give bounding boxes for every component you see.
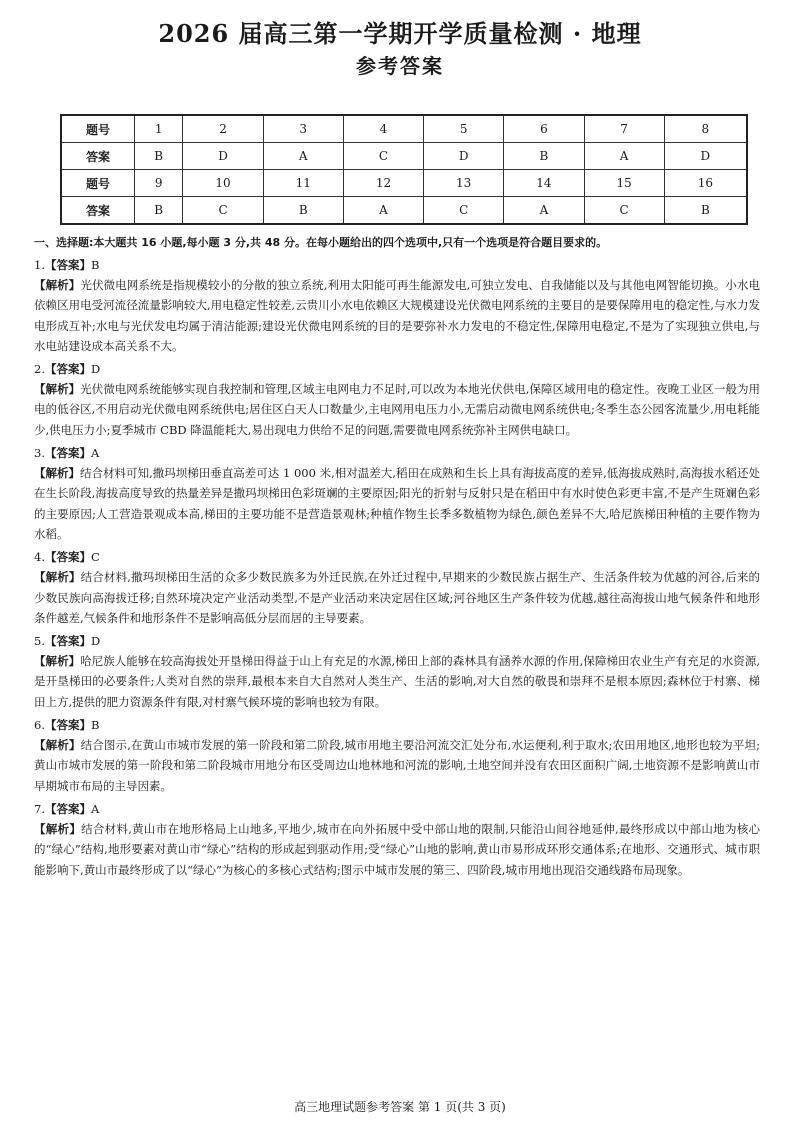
- question-number-cell: 13: [424, 170, 504, 197]
- question-number: 3.: [34, 446, 45, 461]
- explanation-tag: 【解析】: [34, 654, 81, 669]
- answer-value: A: [90, 801, 100, 816]
- answer-cell: C: [584, 197, 664, 225]
- explanation-tag: 【解析】: [34, 738, 81, 753]
- answer-line: [34, 443, 760, 463]
- explanation: [34, 735, 760, 796]
- question-number-cell: 3: [263, 115, 343, 143]
- answer-tag: 【答案】: [44, 550, 91, 565]
- answer-line: [34, 547, 760, 567]
- answer-cell: C: [183, 197, 263, 225]
- answer-tag: 【答案】: [44, 634, 91, 649]
- question-number-cell: 9: [135, 170, 183, 197]
- explanation-text: 结合材料,黄山市在地形格局上山地多,平地少,城市在向外拓展中受中部山地的限制,只能沿山间谷地延伸,最终形成以中部山地为核心的“绿心”结构,地形要素对黄山市“绿心”结构的形成起到驱动作用;受“绿心”山地的影响,黄山市易形成环形交通体系;在地形、交通形式、城市职能影响下,黄山市最终形成了以“绿心”为核心的多核心式结构;图示中城市发展的第三、四阶段,城市用地出现沿交通线路布局现象。: [34, 821, 760, 877]
- question-number-cell: 16: [664, 170, 747, 197]
- question-number-cell: 15: [584, 170, 664, 197]
- table-row-numbers: [61, 170, 747, 197]
- question-number: 4.: [34, 550, 45, 565]
- explanation-tag: 【解析】: [34, 382, 81, 397]
- question-number-cell: 11: [263, 170, 343, 197]
- explanation-tag: 【解析】: [34, 278, 81, 292]
- explanation: [34, 567, 760, 628]
- answer-cell: C: [343, 143, 423, 170]
- question-number: 7.: [34, 801, 45, 816]
- answer-line: [34, 631, 760, 651]
- answer-header: 答案: [61, 197, 135, 225]
- answer-cell: D: [183, 143, 263, 170]
- answer-table: [60, 114, 748, 225]
- answer-cell: B: [504, 143, 584, 170]
- explanation: [34, 463, 760, 544]
- question-number: 6.: [34, 718, 45, 733]
- answer-cell: B: [135, 143, 183, 170]
- explanation: [34, 275, 760, 356]
- explanation-text: 结合材料可知,撒玛坝梯田垂直高差可达 1 000 米,相对温差大,稻田在成熟和生长上具有海拔高度的差异,低海拔成熟时,高海拔水稻还处在生长阶段,海拔高度导致的热量差异是撒玛坝梯田色彩斑斓的主要原因;阳光的折射与反射只是在稻田中有水时使色彩更丰富,不是产生斑斓色彩的主要原因;人工营造景观成本高,梯田的主要功能不是营造景观林;种植作物生长季多数植物为绿色,颜色差异不大,哈尼族梯田种植的主要作物为水稻。: [34, 466, 760, 541]
- question-item: [34, 547, 760, 628]
- answer-line: [34, 255, 760, 275]
- explanation-tag: 【解析】: [34, 821, 82, 836]
- answer-cell: D: [424, 143, 504, 170]
- question-item: [34, 631, 760, 712]
- answer-cell: B: [263, 197, 343, 225]
- question-number-cell: 7: [584, 115, 664, 143]
- answer-cell: A: [584, 143, 664, 170]
- question-item: [34, 443, 760, 544]
- question-number-cell: 10: [183, 170, 263, 197]
- question-number-cell: 12: [343, 170, 423, 197]
- answer-cell: B: [664, 197, 747, 225]
- question-number-cell: 2: [183, 115, 263, 143]
- answer-cell: B: [135, 197, 183, 225]
- table-row-numbers: [61, 115, 747, 143]
- explanation-text: 光伏微电网系统是指规模较小的分散的独立系统,利用太阳能可再生能源发电,可独立发电、自我储能以及与其他电网智能切换。小水电依赖区用电受河流径流量影响较大,用电稳定性较差,云贵川小水电依赖区大规模建设光伏微电网系统的主要目的是要保障用电的稳定性,与水力发电形成互补;水电与光伏发电均属于清洁能源;建设光伏微电网系统的目的是要弥补水力发电的不稳定性,保障用电稳定,不是为了实现独立供电,与水电站建设成本高关系不大。: [34, 278, 761, 353]
- question-number-cell: 8: [664, 115, 747, 143]
- page-subtitle: 参考答案: [356, 54, 444, 78]
- question-number-cell: 5: [424, 115, 504, 143]
- question-item: [34, 799, 760, 880]
- explanation: [34, 819, 760, 880]
- answer-value: B: [90, 718, 100, 733]
- explanation-text: 哈尼族人能够在较高海拔处开垦梯田得益于山上有充足的水源,梯田上部的森林具有涵养水源的作用,保障梯田农业生产有充足的水资源,是开垦梯田的必要条件;人类对自然的崇拜,最根本来自大自然对人类生产、生活的影响,对大自然的敬畏和崇拜不是根本原因;森林位于村寨、梯田上方,提供的肥力资源条件有限,对村寨气候环境的影响也较为有限。: [34, 654, 761, 709]
- question-item: [34, 255, 760, 356]
- answer-value: A: [90, 446, 100, 461]
- answer-value: B: [90, 258, 100, 272]
- section-heading: 一、选择题:本大题共 16 小题,每小题 3 分,共 48 分。在每小题给出的四个选项中,只有一个选项是符合题目要求的。: [34, 236, 608, 249]
- answer-tag: 【答案】: [44, 258, 91, 272]
- answer-value: D: [90, 362, 101, 377]
- answer-value: C: [90, 550, 100, 565]
- answer-cell: A: [343, 197, 423, 225]
- answer-cell: A: [504, 197, 584, 225]
- page-footer: 高三地理试题参考答案 第 1 页(共 3 页): [294, 1100, 506, 1114]
- table-row-answers: [61, 143, 747, 170]
- answer-cell: D: [664, 143, 747, 170]
- question-number: 2.: [34, 362, 45, 377]
- question-number-cell: 14: [504, 170, 584, 197]
- question-number: 1.: [34, 258, 45, 272]
- question-item: [34, 359, 760, 440]
- answer-value: D: [90, 634, 101, 649]
- page-title: 2026 届高三第一学期开学质量检测 · 地理: [158, 19, 642, 48]
- answer-line: [34, 359, 760, 379]
- explanation-text: 结合图示,在黄山市城市发展的第一阶段和第二阶段,城市用地主要沿河流交汇处分布,水运便利,利于取水;农田用地区,地形也较为平坦;黄山市城市发展的第一阶段和第二阶段城市用地分布区受周边山地林地和河流的影响,土地空间并没有农田区面积广阔,土地资源不是影响黄山市早期城市布局的主导因素。: [34, 738, 760, 793]
- question-number: 5.: [34, 634, 45, 649]
- question-number-cell: 6: [504, 115, 584, 143]
- explanation-text: 结合材料,撒玛坝梯田生活的众多少数民族多为外迁民族,在外迁过程中,早期来的少数民族占据生产、生活条件较为优越的河谷,后来的少数民族向高海拔迁移;自然环境决定产业活动类型,不是产业活动来决定居住区域;河谷地区生产条件较为优越,越往高海拔山地气候条件和地形条件越差,气候条件和地形条件不是影响高低分层而居的主导要素。: [34, 570, 760, 625]
- answer-line: [34, 799, 760, 819]
- explanation-tag: 【解析】: [34, 570, 81, 585]
- question-item: [34, 715, 760, 796]
- explanation-text: 光伏微电网系统能够实现自我控制和管理,区域主电网电力不足时,可以改为本地光伏供电,保障区域用电的稳定性。夜晚工业区一般为用电的低谷区,不用启动光伏微电网系统供电;居住区白天人口数量少,主电网用电压力小,无需启动微电网系统供电;冬季生态公园客流量少,用电耗能少,供电压力小;夏季城市 CBD 降温能耗大,易出现电力供给不足的问题,需要微电网系统弥补主网供电缺口。: [34, 382, 761, 437]
- answer-line: [34, 715, 760, 735]
- question-list: [34, 255, 760, 883]
- answer-tag: 【答案】: [44, 446, 91, 461]
- question-number-header: 题号: [61, 115, 135, 143]
- answer-cell: A: [263, 143, 343, 170]
- answer-tag: 【答案】: [44, 801, 91, 816]
- explanation: [34, 651, 760, 712]
- explanation-tag: 【解析】: [34, 466, 81, 481]
- question-number-cell: 4: [343, 115, 423, 143]
- table-row-answers: [61, 197, 747, 225]
- answer-tag: 【答案】: [44, 362, 91, 377]
- answer-tag: 【答案】: [44, 718, 91, 733]
- question-number-header: 题号: [61, 170, 135, 197]
- question-number-cell: 1: [135, 115, 183, 143]
- answer-header: 答案: [61, 143, 135, 170]
- answer-cell: C: [424, 197, 504, 225]
- explanation: [34, 379, 760, 440]
